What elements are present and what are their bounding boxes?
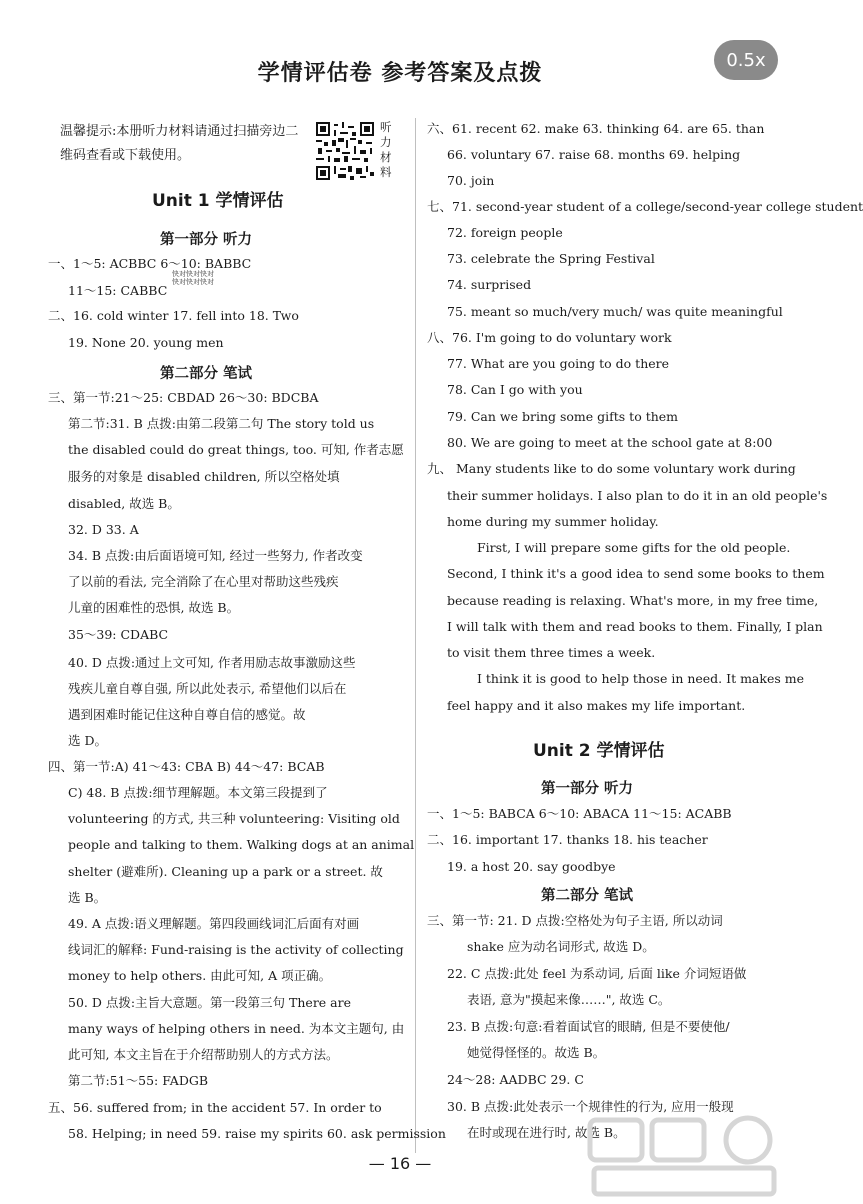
answer-line: 72. foreign people — [447, 225, 563, 240]
answer-line: 80. We are going to meet at the school gate at 8:00 — [447, 435, 773, 450]
essay-line: feel happy and it also makes my life important. — [447, 698, 746, 713]
answer-line: 50. D 点拨:主旨大意题。第一段第三句 There are — [68, 995, 351, 1010]
answer-line: 66. voluntary 67. raise 68. months 69. helping — [447, 147, 741, 162]
zoom-badge[interactable]: 0.5x — [714, 40, 778, 80]
unit2-part2-heading: 第二部分 笔试 — [541, 888, 634, 904]
answer-line: disabled, 故选 B。 — [68, 496, 180, 511]
answer-line: 在时或现在进行时, 故选 B。 — [467, 1125, 626, 1140]
answer-line: 表语, 意为"摸起来像……", 故选 C。 — [467, 992, 671, 1007]
page-number: — 16 — — [368, 1154, 432, 1173]
answer-line: 第二节:51～55: FADGB — [68, 1073, 209, 1088]
answer-line: shake 应为动名词形式, 故选 D。 — [467, 939, 655, 954]
unit1-part2-heading: 第二部分 笔试 — [160, 366, 253, 382]
answer-line: 她觉得怪怪的。故选 B。 — [467, 1045, 606, 1060]
stamp-line: 快对快对快对 — [172, 278, 214, 286]
answer-line: 70. join — [447, 173, 495, 188]
answer-line: 二、16. cold winter 17. fell into 18. Two — [48, 308, 299, 323]
answer-line: money to help others. 由此可知, A 项正确。 — [68, 968, 332, 983]
answer-line: 儿童的困难性的恐惧, 故选 B。 — [68, 600, 240, 615]
unit1-heading: Unit 1 学情评估 — [152, 191, 284, 211]
tip-line: 维码查看或下载使用。 — [60, 148, 191, 163]
qr-label-char: 材 — [380, 150, 392, 164]
unit2-part1-heading: 第一部分 听力 — [541, 781, 634, 797]
answer-line: 79. Can we bring some gifts to them — [447, 409, 679, 424]
answer-line: 75. meant so much/very much/ was quite meaningful — [447, 304, 783, 319]
answer-line: 线词汇的解释: Fund-raising is the activity of collecting — [68, 942, 404, 957]
answer-line: 此可知, 本文主旨在于介绍帮助别人的方式方法。 — [68, 1047, 339, 1062]
answer-line: 73. celebrate the Spring Festival — [447, 251, 655, 266]
answer-line: the disabled could do great things, too. 可知, 作者志愿 — [68, 442, 404, 457]
answer-line: 遇到困难时能记住这种自尊自信的感觉。故 — [68, 707, 306, 722]
unit2-heading: Unit 2 学情评估 — [533, 741, 665, 761]
qr-label-char: 力 — [380, 135, 392, 149]
answer-line: volunteering 的方式, 共三种 volunteering: Visiting old — [68, 811, 400, 826]
answer-line: 七、71. second-year student of a college/second-year college student — [427, 199, 863, 214]
essay-line: Second, I think it's a good idea to send some books to them — [447, 566, 825, 581]
answer-line: 一、1～5: ACBBC 6～10: BABBC — [48, 256, 252, 271]
page-title: 学情评估卷 参考答案及点拨 — [257, 61, 543, 86]
answer-line: 一、1～5: BABCA 6～10: ABACA 11～15: ACABB — [427, 806, 732, 821]
tip-line: 温馨提示:本册听力材料请通过扫描旁边二 — [60, 124, 299, 139]
answer-line: 五、56. suffered from; in the accident 57. In order to — [48, 1100, 382, 1115]
answer-line: 二、16. important 17. thanks 18. his teacher — [427, 832, 708, 847]
answer-line: 选 B。 — [68, 890, 107, 905]
answer-line: 了以前的看法, 完全消除了在心里对帮助这些残疾 — [68, 574, 339, 589]
column-divider — [415, 118, 416, 1153]
answer-line: shelter (避难所). Cleaning up a park or a street. 故 — [68, 864, 383, 879]
qr-label-char: 听 — [380, 120, 392, 134]
essay-line: their summer holidays. I also plan to do it in an old people's — [447, 488, 828, 503]
answer-line: 74. surprised — [447, 277, 532, 292]
answer-line: 四、第一节:A) 41～43: CBA B) 44～47: BCAB — [48, 759, 325, 774]
answer-line: 24～28: AADBC 29. C — [447, 1072, 584, 1087]
answer-line: 六、61. recent 62. make 63. thinking 64. are 65. than — [427, 121, 765, 136]
answer-line: 35～39: CDABC — [68, 627, 169, 642]
stamp-text — [172, 270, 214, 286]
answer-line: 30. B 点拨:此处表示一个规律性的行为, 应用一般现 — [447, 1099, 734, 1114]
answer-line: C) 48. B 点拨:细节理解题。本文第三段提到了 — [68, 785, 328, 800]
answer-line: 78. Can I go with you — [447, 382, 583, 397]
essay-line: I will talk with them and read books to them. Finally, I plan — [447, 619, 823, 634]
answer-line: 23. B 点拨:句意:看着面试官的眼睛, 但是不要使他/ — [447, 1019, 730, 1034]
answer-line: 49. A 点拨:语义理解题。第四段画线词汇后面有对画 — [68, 916, 360, 931]
answer-line: 11～15: CABBC — [68, 283, 168, 298]
essay-line: home during my summer holiday. — [447, 514, 659, 529]
answer-line: 77. What are you going to do there — [447, 356, 670, 371]
essay-line: 九、 Many students like to do some voluntary work during — [427, 461, 796, 476]
answer-line: 选 D。 — [68, 733, 107, 748]
answer-line: 40. D 点拨:通过上文可知, 作者用励志故事激励这些 — [68, 655, 356, 670]
answer-line: 19. None 20. young men — [68, 335, 224, 350]
answer-line: 34. B 点拨:由后面语境可知, 经过一些努力, 作者改变 — [68, 548, 363, 563]
qr-label-char: 料 — [380, 165, 392, 179]
answer-line: 残疾儿童自尊自强, 所以此处表示, 希望他们以后在 — [68, 681, 347, 696]
unit1-part1-heading: 第一部分 听力 — [160, 232, 253, 248]
essay-line: I think it is good to help those in need. It makes me — [477, 671, 804, 686]
answer-line: people and talking to them. Walking dogs at an animal — [68, 837, 415, 852]
answer-line: many ways of helping others in need. 为本文主题句, 由 — [68, 1021, 405, 1036]
essay-line: First, I will prepare some gifts for the old people. — [477, 540, 791, 555]
answer-line: 58. Helping; in need 59. raise my spirits 60. ask permission — [68, 1126, 446, 1141]
answer-line: 服务的对象是 disabled children, 所以空格处填 — [68, 469, 340, 484]
answer-line: 三、第一节: 21. D 点拨:空格处为句子主语, 所以动词 — [427, 913, 723, 928]
answer-line: 22. C 点拨:此处 feel 为系动词, 后面 like 介词短语做 — [447, 966, 747, 981]
answer-line: 第二节:31. B 点拨:由第二段第二句 The story told us — [68, 416, 375, 431]
stamp-line: 快对快对快对 — [172, 270, 214, 278]
answer-line: 三、第一节:21～25: CBDAD 26～30: BDCBA — [48, 390, 319, 405]
essay-line: to visit them three times a week. — [447, 645, 656, 660]
answer-line: 八、76. I'm going to do voluntary work — [427, 330, 672, 345]
answer-line: 32. D 33. A — [68, 522, 139, 537]
qr-code-icon — [316, 122, 374, 180]
answer-line: 19. a host 20. say goodbye — [447, 859, 616, 874]
watermark-logo-icon — [580, 1112, 790, 1200]
qr-label — [380, 120, 394, 180]
essay-line: because reading is relaxing. What's more, in my free time, — [447, 593, 819, 608]
